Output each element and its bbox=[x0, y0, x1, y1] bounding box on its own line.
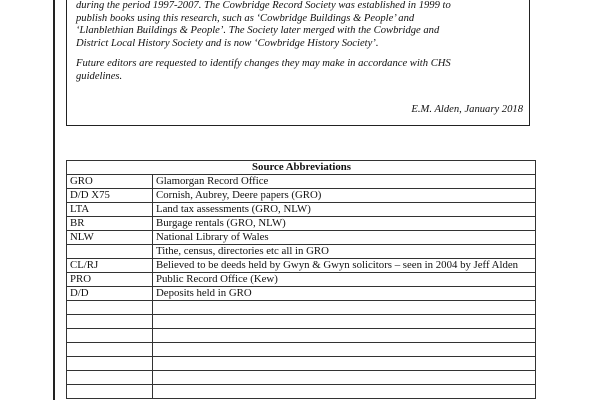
empty-table-row bbox=[67, 371, 536, 385]
abbr-meaning: Land tax assessments (GRO, NLW) bbox=[153, 203, 536, 217]
empty-cell bbox=[153, 385, 536, 399]
empty-cell bbox=[153, 371, 536, 385]
abbr-meaning: Public Record Office (Kew) bbox=[153, 273, 536, 287]
signature: E.M. Alden, January 2018 bbox=[411, 104, 523, 115]
table-row bbox=[67, 273, 536, 287]
table-header-row bbox=[67, 161, 536, 175]
table-row bbox=[67, 217, 536, 231]
abbr-code: NLW bbox=[67, 231, 153, 245]
empty-cell bbox=[153, 357, 536, 371]
note-line: guidelines. bbox=[76, 70, 123, 82]
page-edge-line bbox=[53, 0, 55, 400]
empty-cell bbox=[67, 343, 153, 357]
empty-table-row bbox=[67, 385, 536, 399]
table-title: Source Abbreviations bbox=[67, 161, 536, 175]
table-row bbox=[67, 175, 536, 189]
table-row bbox=[67, 189, 536, 203]
abbr-meaning: Glamorgan Record Office bbox=[153, 175, 536, 189]
empty-table-row bbox=[67, 357, 536, 371]
empty-cell bbox=[153, 301, 536, 315]
table-row bbox=[67, 203, 536, 217]
note-line: ‘Llanblethian Buildings & People’. The Society later merged with the Cowbridge and bbox=[76, 25, 440, 37]
abbr-code: GRO bbox=[67, 175, 153, 189]
abbr-code: D/D X75 bbox=[67, 189, 153, 203]
empty-cell bbox=[67, 385, 153, 399]
abbr-meaning: Deposits held in GRO bbox=[153, 287, 536, 301]
note-line: District Local History Society and is now ‘Cowbridge History Society’. bbox=[76, 37, 379, 49]
empty-cell bbox=[67, 329, 153, 343]
table-row bbox=[67, 287, 536, 301]
note-paragraph-1 bbox=[76, 0, 516, 50]
empty-cell bbox=[67, 357, 153, 371]
empty-cell bbox=[67, 301, 153, 315]
editorial-note-box bbox=[66, 0, 530, 126]
empty-cell bbox=[153, 343, 536, 357]
abbr-code: LTA bbox=[67, 203, 153, 217]
table-row bbox=[67, 245, 536, 259]
empty-cell bbox=[67, 315, 153, 329]
abbr-code bbox=[67, 245, 153, 259]
abbr-meaning: Tithe, census, directories etc all in GRO bbox=[153, 245, 536, 259]
abbr-meaning: Believed to be deeds held by Gwyn & Gwyn solicitors – seen in 2004 by Jeff Alden bbox=[153, 259, 536, 273]
empty-cell bbox=[67, 371, 153, 385]
note-line: Future editors are requested to identify changes they may make in accordance with CHS bbox=[76, 58, 451, 70]
empty-table-row bbox=[67, 343, 536, 357]
note-line: during the period 1997-2007. The Cowbridge Record Society was established in 1999 to bbox=[76, 0, 451, 11]
abbr-code: D/D bbox=[67, 287, 153, 301]
table-row bbox=[67, 259, 536, 273]
abbr-code: CL/RJ bbox=[67, 259, 153, 273]
empty-table-row bbox=[67, 315, 536, 329]
source-abbreviations-table bbox=[66, 160, 536, 399]
abbr-meaning: Cornish, Aubrey, Deere papers (GRO) bbox=[153, 189, 536, 203]
empty-table-row bbox=[67, 329, 536, 343]
empty-cell bbox=[153, 315, 536, 329]
empty-cell bbox=[153, 329, 536, 343]
abbr-code: PRO bbox=[67, 273, 153, 287]
note-line: publish books using this research, such as ‘Cowbridge Buildings & People’ and bbox=[76, 12, 415, 24]
abbr-meaning: Burgage rentals (GRO, NLW) bbox=[153, 217, 536, 231]
abbr-code: BR bbox=[67, 217, 153, 231]
empty-table-row bbox=[67, 301, 536, 315]
abbr-meaning: National Library of Wales bbox=[153, 231, 536, 245]
note-paragraph-2 bbox=[76, 58, 516, 83]
table-row bbox=[67, 231, 536, 245]
